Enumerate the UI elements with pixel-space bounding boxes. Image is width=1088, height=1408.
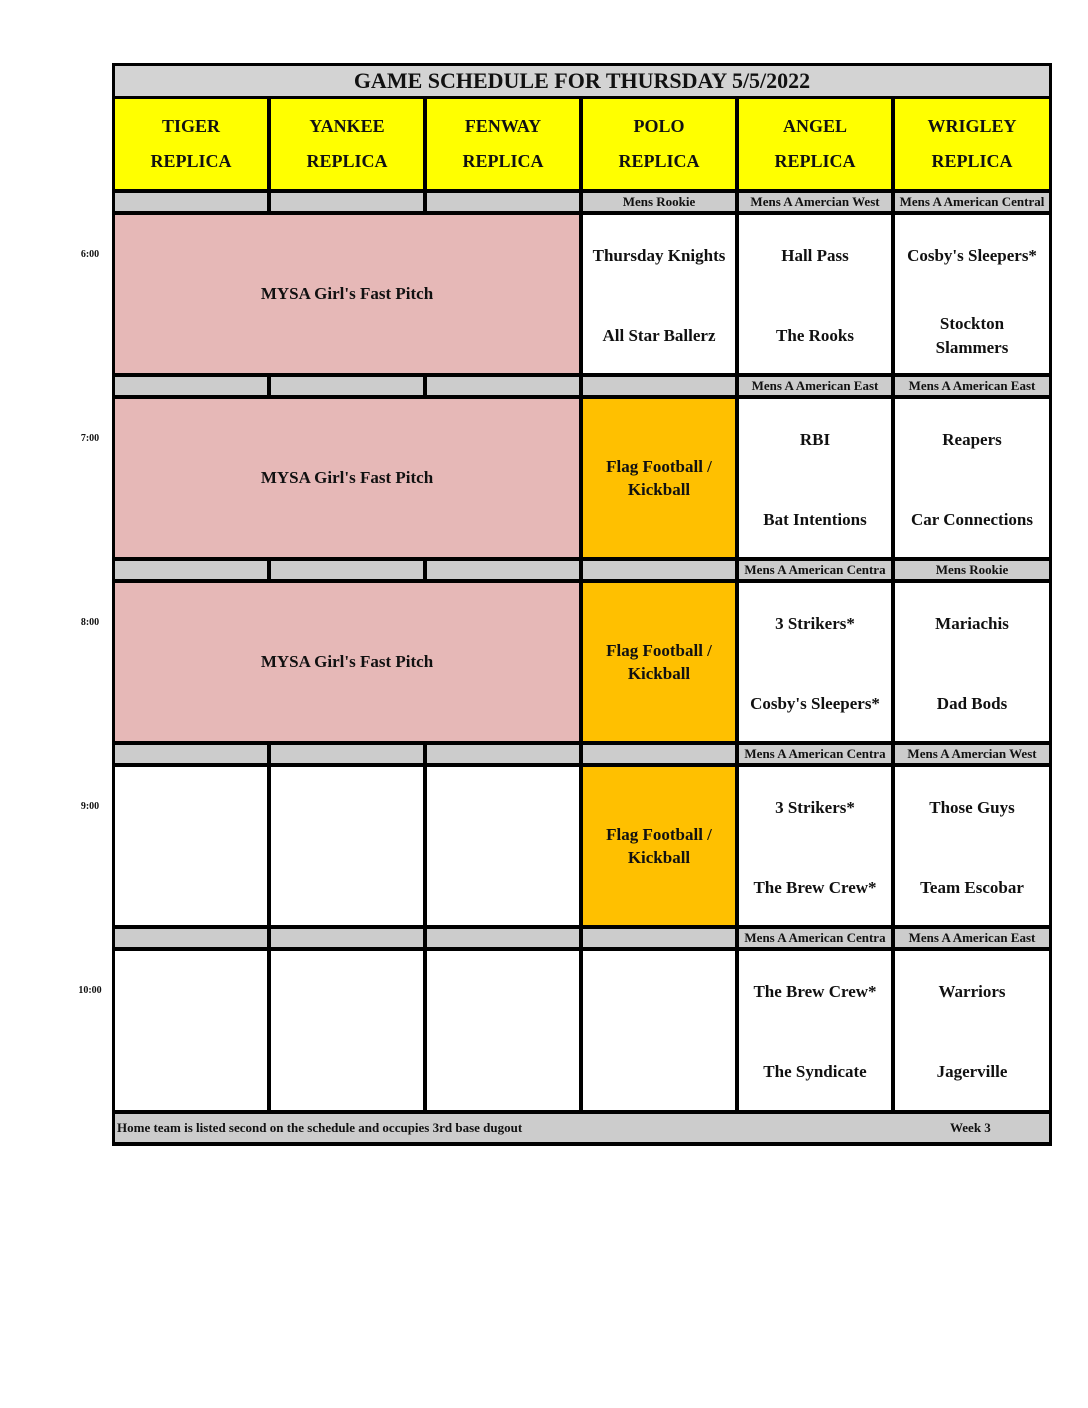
game-cell-angel <box>739 767 891 925</box>
game-cell-wrigley <box>895 951 1049 1110</box>
division-cell <box>271 193 423 211</box>
home-team: The Syndicate <box>763 1062 867 1081</box>
field-header-wrigley <box>895 99 1049 189</box>
footer <box>115 1114 1049 1142</box>
field-name: WRIGLEY <box>927 116 1017 136</box>
empty-cell-fenway <box>427 951 579 1110</box>
time-label: 9:00 <box>80 801 100 812</box>
division-label-wrigley: Mens A American Central <box>895 193 1049 211</box>
division-cell <box>427 745 579 763</box>
home-team: Jagerville <box>936 1062 1008 1081</box>
home-team: The Brew Crew* <box>753 878 877 897</box>
division-cell <box>115 377 267 395</box>
away-team: Thursday Knights <box>592 246 726 265</box>
division-cell <box>271 561 423 579</box>
division-cell <box>271 745 423 763</box>
division-label-angel: Mens A American Centra <box>739 561 891 579</box>
home-team: All Star Ballerz <box>602 326 716 345</box>
away-team: Reapers <box>942 430 1002 449</box>
division-label-polo <box>583 377 735 395</box>
field-header-angel <box>739 99 891 189</box>
home-team: Car Connections <box>911 510 1033 529</box>
week-label: Week 3 <box>950 1120 991 1135</box>
home-team: The Rooks <box>776 326 854 345</box>
away-team: The Brew Crew* <box>753 982 877 1001</box>
game-cell-wrigley <box>895 215 1049 373</box>
empty-cell-tiger <box>115 951 267 1110</box>
away-team: Hall Pass <box>781 246 849 265</box>
division-label-polo <box>583 561 735 579</box>
home-team: Dad Bods <box>936 694 1008 713</box>
away-team: RBI <box>799 430 831 449</box>
field-name: TIGER <box>161 116 221 136</box>
division-cell <box>115 561 267 579</box>
division-label-angel: Mens A Amercian West <box>739 193 891 211</box>
game-cell-angel <box>739 399 891 557</box>
game-cell-wrigley <box>895 399 1049 557</box>
field-name: FENWAY <box>464 116 542 136</box>
time-label: 8:00 <box>80 617 100 628</box>
game-cell-angel <box>739 583 891 741</box>
home-team: Team Escobar <box>920 878 1024 897</box>
time-label: 10:00 <box>78 985 102 996</box>
division-cell <box>427 377 579 395</box>
flag-football-block: Flag Football / Kickball <box>583 767 735 925</box>
game-cell-wrigley <box>895 583 1049 741</box>
field-header-polo <box>583 99 735 189</box>
field-header-tiger <box>115 99 267 189</box>
field-name: ANGEL <box>782 116 847 136</box>
empty-cell-tiger <box>115 767 267 925</box>
field-subtitle: REPLICA <box>462 151 544 171</box>
away-team: 3 Strikers* <box>775 798 855 817</box>
division-label-polo <box>583 745 735 763</box>
empty-cell-yankee <box>271 767 423 925</box>
empty-cell-yankee <box>271 951 423 1110</box>
division-label-wrigley: Mens A American East <box>895 377 1049 395</box>
field-name: YANKEE <box>309 116 385 136</box>
game-cell-polo <box>583 215 735 373</box>
division-cell <box>427 561 579 579</box>
field-header-fenway <box>427 99 579 189</box>
field-subtitle: REPLICA <box>618 151 700 171</box>
footer-note: Home team is listed second on the schedule and occupies 3rd base dugout <box>117 1120 523 1135</box>
flag-football-block: Flag Football / Kickball <box>583 399 735 557</box>
game-cell-angel <box>739 215 891 373</box>
flag-football-block: Flag Football / Kickball <box>583 583 735 741</box>
division-label-angel: Mens A American East <box>739 377 891 395</box>
division-cell <box>115 745 267 763</box>
game-cell-angel <box>739 951 891 1110</box>
division-cell <box>271 377 423 395</box>
away-team: 3 Strikers* <box>775 614 855 633</box>
field-header-yankee <box>271 99 423 189</box>
game-cell-wrigley <box>895 767 1049 925</box>
home-team: Cosby's Sleepers* <box>750 694 880 713</box>
away-team: Mariachis <box>935 614 1009 633</box>
page-title: GAME SCHEDULE FOR THURSDAY 5/5/2022 <box>115 66 1049 96</box>
division-cell <box>427 929 579 947</box>
division-cell <box>115 929 267 947</box>
field-subtitle: REPLICA <box>774 151 856 171</box>
away-team: Cosby's Sleepers* <box>907 246 1037 265</box>
girls-fast-pitch-block: MYSA Girl's Fast Pitch <box>115 215 579 373</box>
girls-fast-pitch-block: MYSA Girl's Fast Pitch <box>115 399 579 557</box>
away-team: Warriors <box>938 982 1006 1001</box>
division-cell <box>115 193 267 211</box>
girls-fast-pitch-block: MYSA Girl's Fast Pitch <box>115 583 579 741</box>
empty-cell-fenway <box>427 767 579 925</box>
home-team: Stockton Slammers <box>935 314 1009 357</box>
field-subtitle: REPLICA <box>931 151 1013 171</box>
division-label-wrigley: Mens Rookie <box>895 561 1049 579</box>
time-label: 6:00 <box>80 249 100 260</box>
field-name: POLO <box>633 116 685 136</box>
division-label-wrigley: Mens A American East <box>895 929 1049 947</box>
field-subtitle: REPLICA <box>150 151 232 171</box>
home-team: Bat Intentions <box>763 510 867 529</box>
division-cell <box>427 193 579 211</box>
empty-cell-polo <box>583 951 735 1110</box>
division-label-angel: Mens A American Centra <box>739 745 891 763</box>
division-label-angel: Mens A American Centra <box>739 929 891 947</box>
division-label-polo <box>583 929 735 947</box>
field-subtitle: REPLICA <box>306 151 388 171</box>
time-label: 7:00 <box>80 433 100 444</box>
division-label-polo: Mens Rookie <box>583 193 735 211</box>
division-cell <box>271 929 423 947</box>
division-label-wrigley: Mens A Amercian West <box>895 745 1049 763</box>
away-team: Those Guys <box>929 798 1015 817</box>
